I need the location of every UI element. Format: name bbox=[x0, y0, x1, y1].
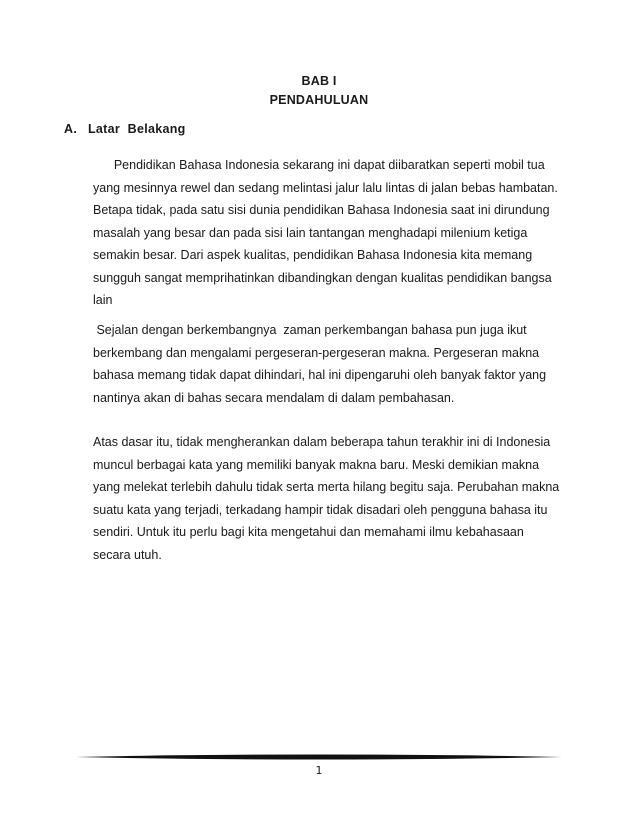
paragraph-line: nantinya akan di bahas secara mendalam di dalam pembahasan. bbox=[93, 390, 455, 405]
paragraph-line: suatu kata yang terjadi, terkadang hampir tidak disadari oleh pengguna bahasa itu bbox=[93, 502, 548, 517]
chapter-title: PENDAHULUAN bbox=[269, 93, 369, 107]
section-heading bbox=[64, 122, 186, 136]
paragraph-line: lain bbox=[93, 293, 113, 307]
paragraph-line: sendiri. Untuk itu perlu bagi kita mengetahui dan memahami ilmu kebahasaan bbox=[93, 525, 524, 539]
paragraph-2 bbox=[93, 319, 573, 409]
paragraph-line: Betapa tidak, pada satu sisi dunia pendidikan Bahasa Indonesia saat ini dirundung bbox=[93, 203, 550, 217]
page-number: 1 bbox=[315, 764, 323, 777]
section-title: Latar Belakang bbox=[88, 122, 186, 136]
paragraph-line: yang melekat terlebih dahulu tidak serta merta hilang begitu saja. Perubahan makna bbox=[93, 480, 560, 494]
paragraph-line: masalah yang besar dan pada sisi lain tantangan menghadapi milenium ketiga bbox=[93, 225, 528, 240]
section-letter: A. bbox=[64, 122, 78, 136]
paragraph-line: muncul berbagai kata yang memiliki banyak makna baru. Meski demikian makna bbox=[93, 457, 540, 472]
paragraph-line: semakin besar. Dari aspek kualitas, pendidikan Bahasa Indonesia kita memang bbox=[93, 248, 533, 262]
paragraph-1 bbox=[93, 154, 573, 312]
paragraph-line: Sejalan dengan berkembangnya zaman perkembangan bahasa pun juga ikut bbox=[93, 323, 527, 337]
paragraph-line: secara utuh. bbox=[93, 547, 162, 562]
paragraph-line: berkembang dan mengalami pergeseran-pergeseran makna. Pergeseran makna bbox=[93, 345, 540, 360]
paragraph-line: bahasa memang tidak dapat dihindari, hal ini dipengaruhi oleh banyak faktor yang bbox=[93, 368, 547, 382]
paragraph-line: Atas dasar itu, tidak mengherankan dalam beberapa tahun terakhir ini di Indonesia bbox=[93, 435, 551, 449]
chapter-number: BAB I bbox=[301, 74, 337, 88]
paragraph-line: yang mesinnya rewel dan sedang melintasi jalur lalu lintas di jalan bebas hambatan. bbox=[93, 180, 558, 195]
paragraph-line: Pendidikan Bahasa Indonesia sekarang ini dapat diibaratkan seperti mobil tua bbox=[93, 158, 545, 172]
paragraph-line: sungguh sangat memprihatinkan dibandingkan dengan kualitas pendidikan bangsa bbox=[93, 270, 552, 285]
paragraph-3 bbox=[93, 431, 573, 566]
footer-divider bbox=[76, 753, 562, 761]
